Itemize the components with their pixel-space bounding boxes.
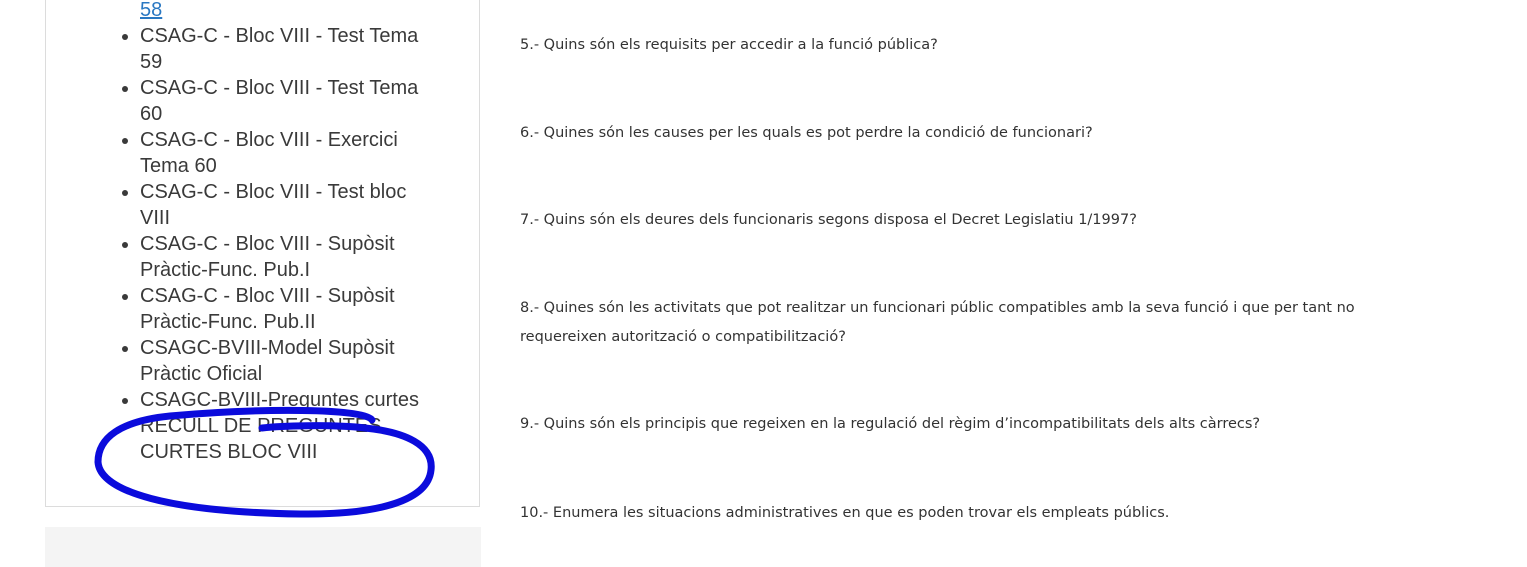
sidebar-item[interactable]: • CSAG-C - Bloc VIII - Test bloc VIII bbox=[140, 179, 440, 231]
question-8: 8.- Quines són les activitats que pot realitzar un funcionari públic compatibles amb la seva funció i que per tant no requereixen autorització o compatibilització? bbox=[520, 300, 1355, 345]
sidebar-link-58[interactable]: 58 bbox=[140, 0, 163, 21]
sidebar-item[interactable]: • CSAG-C - Bloc VIII - Exercici Tema 60 bbox=[140, 127, 440, 179]
sidebar-list bbox=[140, 23, 440, 465]
question-5: 5.- Quins són els requisits per accedir a la funció pública? bbox=[520, 37, 938, 53]
sidebar-item[interactable]: • CSAG-C - Bloc VIII - Test Tema 60 bbox=[140, 75, 440, 127]
sidebar-widget-placeholder bbox=[45, 527, 481, 567]
question-6: 6.- Quines són les causes per les quals es pot perdre la condició de funcionari? bbox=[520, 125, 1093, 141]
sidebar-item[interactable]: • CSAGC-BVIII-Preguntes curtes bbox=[140, 387, 440, 413]
sidebar-item[interactable]: • CSAGC-BVIII-Model Supòsit Pràctic Oficial bbox=[140, 335, 440, 387]
question-7: 7.- Quins són els deures dels funcionaris segons disposa el Decret Legislatiu 1/1997? bbox=[520, 212, 1137, 228]
question-9: 9.- Quins són els principis que regeixen en la regulació del règim d’incompatibilitats dels alts càrrecs? bbox=[520, 416, 1261, 432]
sidebar-item[interactable]: • CSAG-C - Bloc VIII - Supòsit Pràctic-Func. Pub.II bbox=[140, 283, 440, 335]
sidebar-item-highlighted[interactable]: • RECULL DE PREGUNTES CURTES BLOC VIII bbox=[140, 413, 390, 465]
question-10: 10.- Enumera les situacions administratives en que es poden trovar els empleats públics. bbox=[520, 505, 1170, 521]
sidebar-item[interactable]: • CSAG-C - Bloc VIII - Supòsit Pràctic-Func. Pub.I bbox=[140, 231, 440, 283]
sidebar-item[interactable]: • CSAG-C - Bloc VIII - Test Tema 59 bbox=[140, 23, 440, 75]
